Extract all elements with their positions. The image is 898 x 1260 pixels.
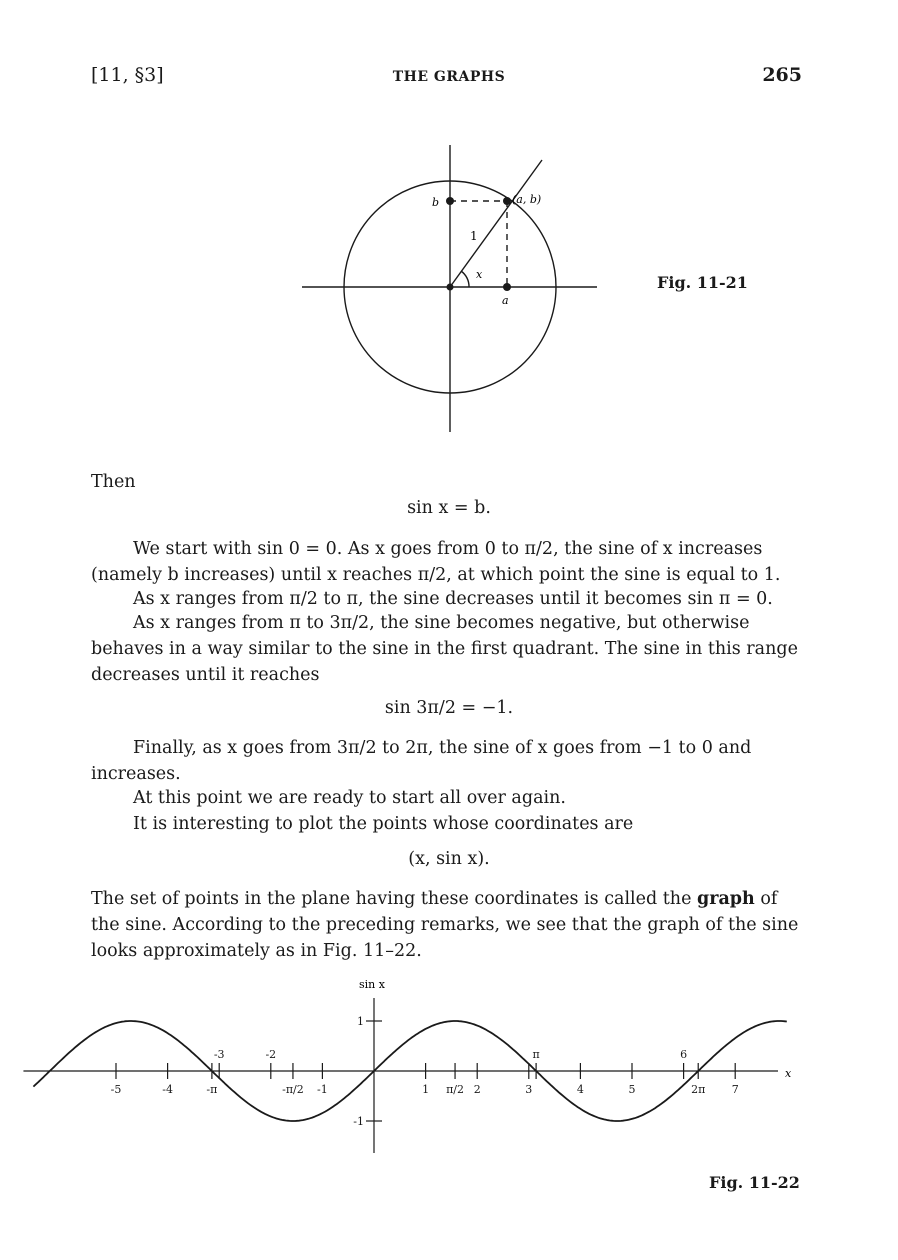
radius-line xyxy=(450,160,542,287)
graph-term: graph xyxy=(697,889,755,909)
x-tick-label: 6 xyxy=(680,1048,688,1061)
x-tick-label: π xyxy=(532,1048,540,1061)
paragraph-7-end: of the sine. According to the preceding remarks, we see that the graph of the sine looks approximately as in Fig. 11–22. xyxy=(91,889,799,961)
x-tick-label: 4 xyxy=(576,1083,584,1096)
x-tick-label: -π xyxy=(206,1083,218,1096)
origin-point xyxy=(447,284,454,291)
point-b xyxy=(446,197,454,205)
then-text: Then xyxy=(91,472,136,492)
paragraph-5: At this point we are ready to start all over again. xyxy=(133,788,566,808)
x-tick-label: 1 xyxy=(422,1083,430,1096)
x-tick-label: 7 xyxy=(731,1083,739,1096)
paragraph-7-start: The set of points in the plane having these coordinates is called the xyxy=(91,889,697,909)
b-label: b xyxy=(432,196,440,209)
angle-arc xyxy=(461,271,469,287)
y-tick-label: -1 xyxy=(353,1115,364,1128)
x-tick-label: -4 xyxy=(162,1083,173,1096)
point-a xyxy=(503,283,511,291)
y-axis-label: sin x xyxy=(359,978,385,991)
x-tick-label: -5 xyxy=(110,1083,122,1096)
equation-coordinates: (x, sin x). xyxy=(408,849,490,869)
equation-sin-x-b: sin x = b. xyxy=(407,498,491,518)
x-tick-label: 3 xyxy=(525,1083,533,1096)
x-tick-label: 5 xyxy=(628,1083,636,1096)
x-tick-label: -π/2 xyxy=(282,1083,304,1096)
x-axis-label: x xyxy=(785,1067,792,1080)
x-tick-label: π/2 xyxy=(446,1083,465,1096)
section-reference: [11, §3] xyxy=(91,64,164,86)
point-ab xyxy=(503,197,511,205)
sine-graph xyxy=(0,965,898,1160)
x-tick-label: 2π xyxy=(691,1083,706,1096)
figure-11-22-caption: Fig. 11-22 xyxy=(709,1173,800,1192)
a-label: a xyxy=(502,294,509,307)
x-tick-label: 2 xyxy=(473,1083,481,1096)
point-ab-label: (a, b) xyxy=(512,193,542,206)
running-title: THE GRAPHS xyxy=(392,69,506,85)
angle-label: x xyxy=(476,268,483,281)
page-number: 265 xyxy=(762,64,802,86)
paragraph-1: We start with sin 0 = 0. As x goes from 0 to π/2, the sine of x increases (namely b increases) until x reaches π/2, at which point the sine is equal to 1. xyxy=(91,539,781,585)
radius-label: 1 xyxy=(470,229,478,243)
x-tick-label: -3 xyxy=(213,1048,225,1061)
unit-circle-figure xyxy=(0,140,898,440)
paragraph-6: It is interesting to plot the points whose coordinates are xyxy=(133,814,634,834)
y-tick-label: 1 xyxy=(357,1015,364,1028)
x-tick-label: -2 xyxy=(265,1048,277,1061)
equation-sin-3pi-2: sin 3π/2 = −1. xyxy=(384,698,514,718)
paragraph-3: As x ranges from π to 3π/2, the sine becomes negative, but otherwise behaves in a way similar to the sine in the first quadrant. The sine in this range decreases until it reaches xyxy=(91,613,798,685)
paragraph-2: As x ranges from π/2 to π, the sine decreases until it becomes sin π = 0. xyxy=(133,589,773,609)
figure-11-21-caption: Fig. 11-21 xyxy=(657,273,748,292)
paragraph-7 xyxy=(91,886,803,964)
paragraph-4: Finally, as x goes from 3π/2 to 2π, the sine of x goes from −1 to 0 and increases. xyxy=(91,738,752,784)
x-tick-label: -1 xyxy=(317,1083,328,1096)
